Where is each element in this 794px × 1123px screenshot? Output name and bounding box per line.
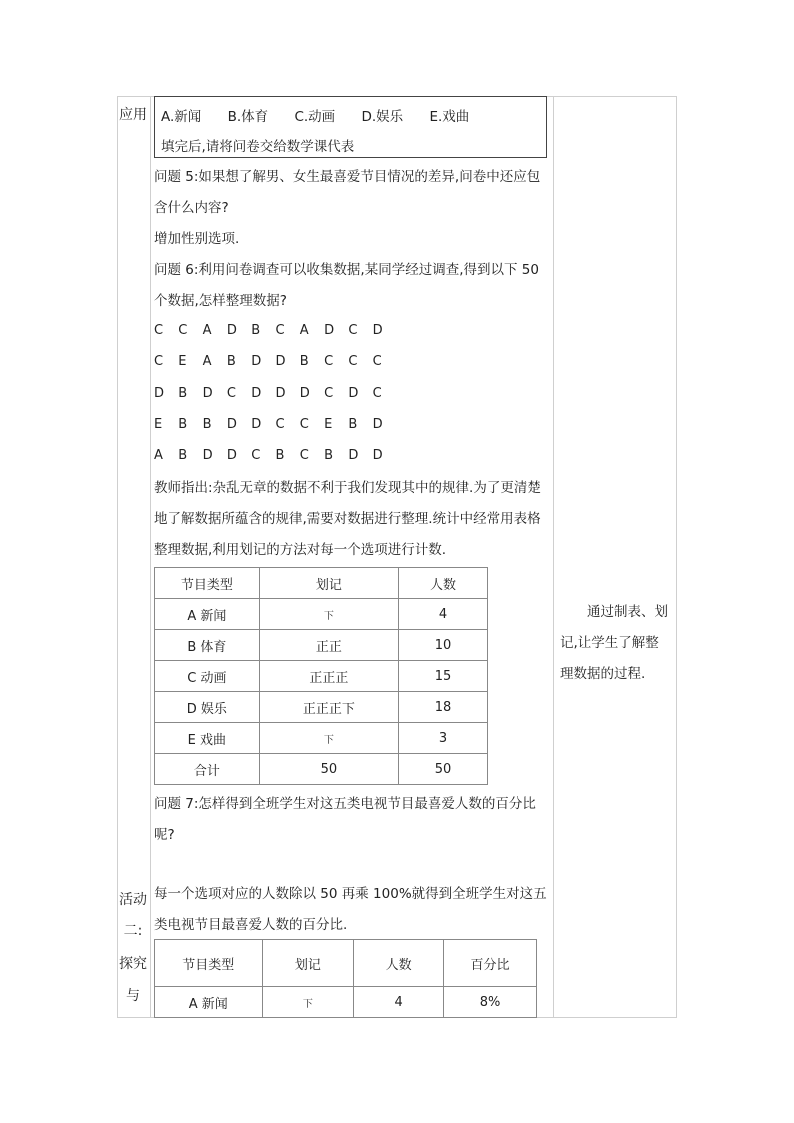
data-cell: B (178, 417, 188, 432)
data-cell: C (178, 323, 188, 338)
table-cell: A 新闻 (155, 599, 260, 630)
data-cell: D (299, 386, 310, 401)
table-cell: 下 (259, 599, 398, 630)
data-cell: C (299, 417, 309, 432)
table-cell: 正正正 (259, 661, 398, 692)
percent-table (154, 939, 537, 1018)
data-cell: D (251, 417, 262, 432)
data-cell: D (226, 323, 237, 338)
table-row (155, 987, 537, 1018)
table-cell: 4 (354, 987, 444, 1018)
data-row-4 (154, 417, 397, 432)
data-cell: C (324, 354, 334, 369)
table-cell: 合计 (155, 754, 260, 785)
header-cell: 人数 (399, 568, 488, 599)
table-cell: 8% (444, 987, 537, 1018)
data-row-1 (154, 323, 397, 338)
data-cell: D (372, 323, 383, 338)
table-cell: 正正 (259, 630, 398, 661)
header-cell: 百分比 (444, 940, 537, 987)
data-cell: C (275, 417, 285, 432)
data-cell: D (348, 448, 359, 463)
data-cell: E (324, 417, 333, 432)
activity-label-line-2: 二: (123, 923, 143, 939)
table-cell: C 动画 (155, 661, 260, 692)
options-row (161, 105, 491, 125)
option-b: B.体育 (227, 109, 269, 125)
data-cell: C (372, 386, 382, 401)
table-row (155, 723, 488, 754)
data-cell: D (372, 417, 383, 432)
table-row (155, 754, 488, 785)
data-cell: C (372, 354, 382, 369)
data-cell: C (299, 448, 309, 463)
data-cell: B (324, 448, 333, 463)
data-cell: D (348, 386, 359, 401)
data-cell: B (299, 354, 309, 369)
activity-label-line-3: 探究 (119, 956, 147, 972)
option-e: E.戏曲 (429, 109, 470, 125)
data-cell: D (154, 386, 165, 401)
table-row (155, 599, 488, 630)
data-cell: B (226, 354, 236, 369)
activity-label-line-1: 活动 (119, 892, 147, 908)
question-7: 问题 7:怎样得到全班学生对这五类电视节目最喜爱人数的百分比呢? (154, 796, 536, 843)
data-cell: D (226, 417, 237, 432)
option-d: D.娱乐 (361, 109, 404, 125)
header-cell: 划记 (259, 568, 398, 599)
data-row-2 (154, 354, 397, 369)
table-header-row (155, 940, 537, 987)
data-cell: A (202, 323, 212, 338)
data-cell: D (202, 386, 213, 401)
data-cell: A (202, 354, 212, 369)
data-cell: E (178, 354, 187, 369)
data-cell: B (178, 448, 188, 463)
design-intent-note: 通过制表、划记,让学生了解整理数据的过程. (560, 604, 668, 682)
column-divider-left (150, 96, 151, 1018)
option-c: C.动画 (294, 109, 336, 125)
table-cell: 50 (259, 754, 398, 785)
table-cell: 3 (399, 723, 488, 754)
table-cell: 10 (399, 630, 488, 661)
data-cell: B (178, 386, 188, 401)
option-a: A.新闻 (161, 109, 202, 125)
table-cell: 18 (399, 692, 488, 723)
data-cell: B (202, 417, 212, 432)
data-cell: C (324, 386, 334, 401)
table-cell: A 新闻 (155, 987, 263, 1018)
data-cell: B (251, 323, 261, 338)
data-cell: A (154, 448, 163, 463)
data-cell: C (154, 354, 164, 369)
table-cell: 正正正下 (259, 692, 398, 723)
data-cell: C (154, 323, 164, 338)
question-5-answer: 增加性别选项. (154, 231, 240, 247)
data-cell: D (251, 354, 262, 369)
table-cell: 4 (399, 599, 488, 630)
data-cell: D (275, 386, 286, 401)
data-cell: B (348, 417, 358, 432)
options-box (154, 96, 547, 158)
data-cell: D (226, 448, 237, 463)
data-cell: C (251, 448, 261, 463)
submit-note: 填完后,请将问卷交给数学课代表 (161, 139, 355, 155)
table-cell: 下 (259, 723, 398, 754)
activity-label-line-4: 与 (126, 988, 140, 1004)
header-cell: 节目类型 (155, 940, 263, 987)
data-row-3 (154, 386, 397, 401)
question-6: 问题 6:利用问卷调查可以收集数据,某同学经过调查,得到以下 50 个数据,怎样整理数据? (154, 262, 539, 309)
data-cell: C (348, 354, 358, 369)
data-row-5 (154, 448, 397, 463)
data-cell: D (324, 323, 335, 338)
column-divider-right (553, 96, 554, 1018)
table-cell: E 戏曲 (155, 723, 260, 754)
data-cell: C (226, 386, 236, 401)
data-cell: D (251, 386, 262, 401)
teacher-note: 教师指出:杂乱无章的数据不利于我们发现其中的规律.为了更清楚地了解数据所蕴含的规律,需要对数据进行整理.统计中经常用表格整理数据,利用划记的方法对每一个选项进行计数. (154, 480, 541, 558)
table-row (155, 661, 488, 692)
data-cell: C (275, 323, 285, 338)
tally-table (154, 567, 488, 785)
data-cell: D (202, 448, 213, 463)
data-cell: B (275, 448, 285, 463)
table-cell: B 体育 (155, 630, 260, 661)
table-cell: 15 (399, 661, 488, 692)
header-cell: 节目类型 (155, 568, 260, 599)
question-7-answer: 每一个选项对应的人数除以 50 再乘 100%就得到全班学生对这五类电视节目最喜爱人数的百分比. (154, 886, 547, 933)
data-cell: C (348, 323, 358, 338)
table-row (155, 630, 488, 661)
data-cell: D (372, 448, 383, 463)
data-cell: E (154, 417, 163, 432)
table-cell: D 娱乐 (155, 692, 260, 723)
data-cell: A (299, 323, 309, 338)
header-cell: 划记 (262, 940, 354, 987)
sidebar-app-label: 应用 (119, 107, 147, 123)
question-5: 问题 5:如果想了解男、女生最喜爱节目情况的差异,问卷中还应包含什么内容? (154, 169, 541, 216)
table-header-row (155, 568, 488, 599)
table-cell: 下 (262, 987, 354, 1018)
table-cell: 50 (399, 754, 488, 785)
header-cell: 人数 (354, 940, 444, 987)
data-cell: D (275, 354, 286, 369)
table-row (155, 692, 488, 723)
